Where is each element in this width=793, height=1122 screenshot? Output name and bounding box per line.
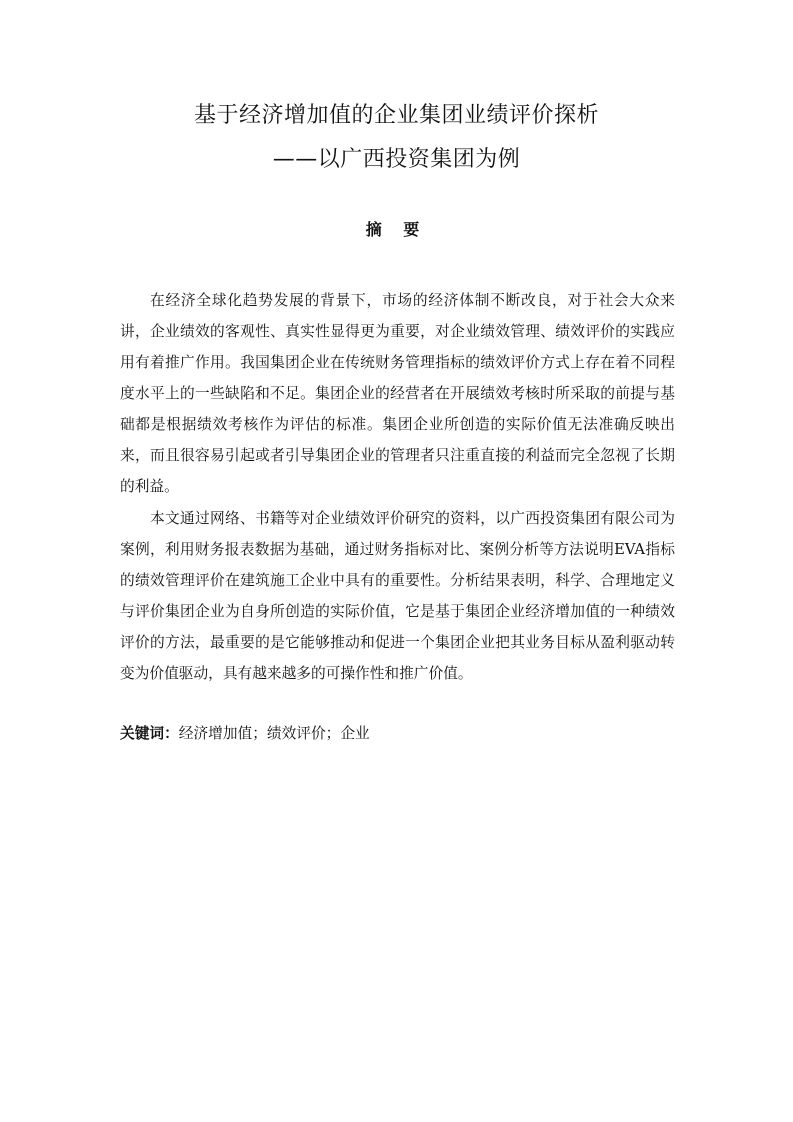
document-subtitle: ——以广西投资集团为例 bbox=[272, 147, 521, 172]
keywords-line bbox=[120, 720, 675, 748]
abstract-paragraph-2: 本文通过网络、书籍等对企业绩效评价研究的资料，以广西投资集团有限公司为案例，利用财务报表数据为基础，通过财务指标对比、案例分析等方法说明EVA指标的绩效管理评价在建筑施工企业中具有的重要性。分析结果表明，科学、合理地定义与评价集团企业为自身所创造的实际价值，它是基于集团企业经济增加值的一种绩效评价的方法，最重要的是它能够推动和促进一个集团企业把其业务目标从盈利驱动转变为价值驱动，具有越来越多的可操作性和推广价值。 bbox=[120, 510, 675, 682]
abstract-paragraph-1: 在经济全球化趋势发展的背景下，市场的经济体制不断改良，对于社会大众来讲，企业绩效的客观性、真实性显得更为重要，对企业绩效管理、绩效评价的实践应用有着推广作用。我国集团企业在传统财务管理指标的绩效评价方式上存在着不同程度水平上的一些缺陷和不足。集团企业的经营者在开展绩效考核时所采取的前提与基础都是根据绩效考核作为评估的标准。集团企业所创造的实际价值无法准确反映出来，而且很容易引起或者引导集团企业的管理者只注重直接的利益而完全忽视了长期的利益。 bbox=[120, 292, 675, 495]
abstract-heading: 摘 要 bbox=[365, 220, 428, 239]
keywords-label: 关键词： bbox=[120, 725, 179, 742]
document-title: 基于经济增加值的企业集团业绩评价探析 bbox=[193, 103, 599, 128]
keywords-text: 经济增加值；绩效评价；企业 bbox=[178, 725, 370, 742]
